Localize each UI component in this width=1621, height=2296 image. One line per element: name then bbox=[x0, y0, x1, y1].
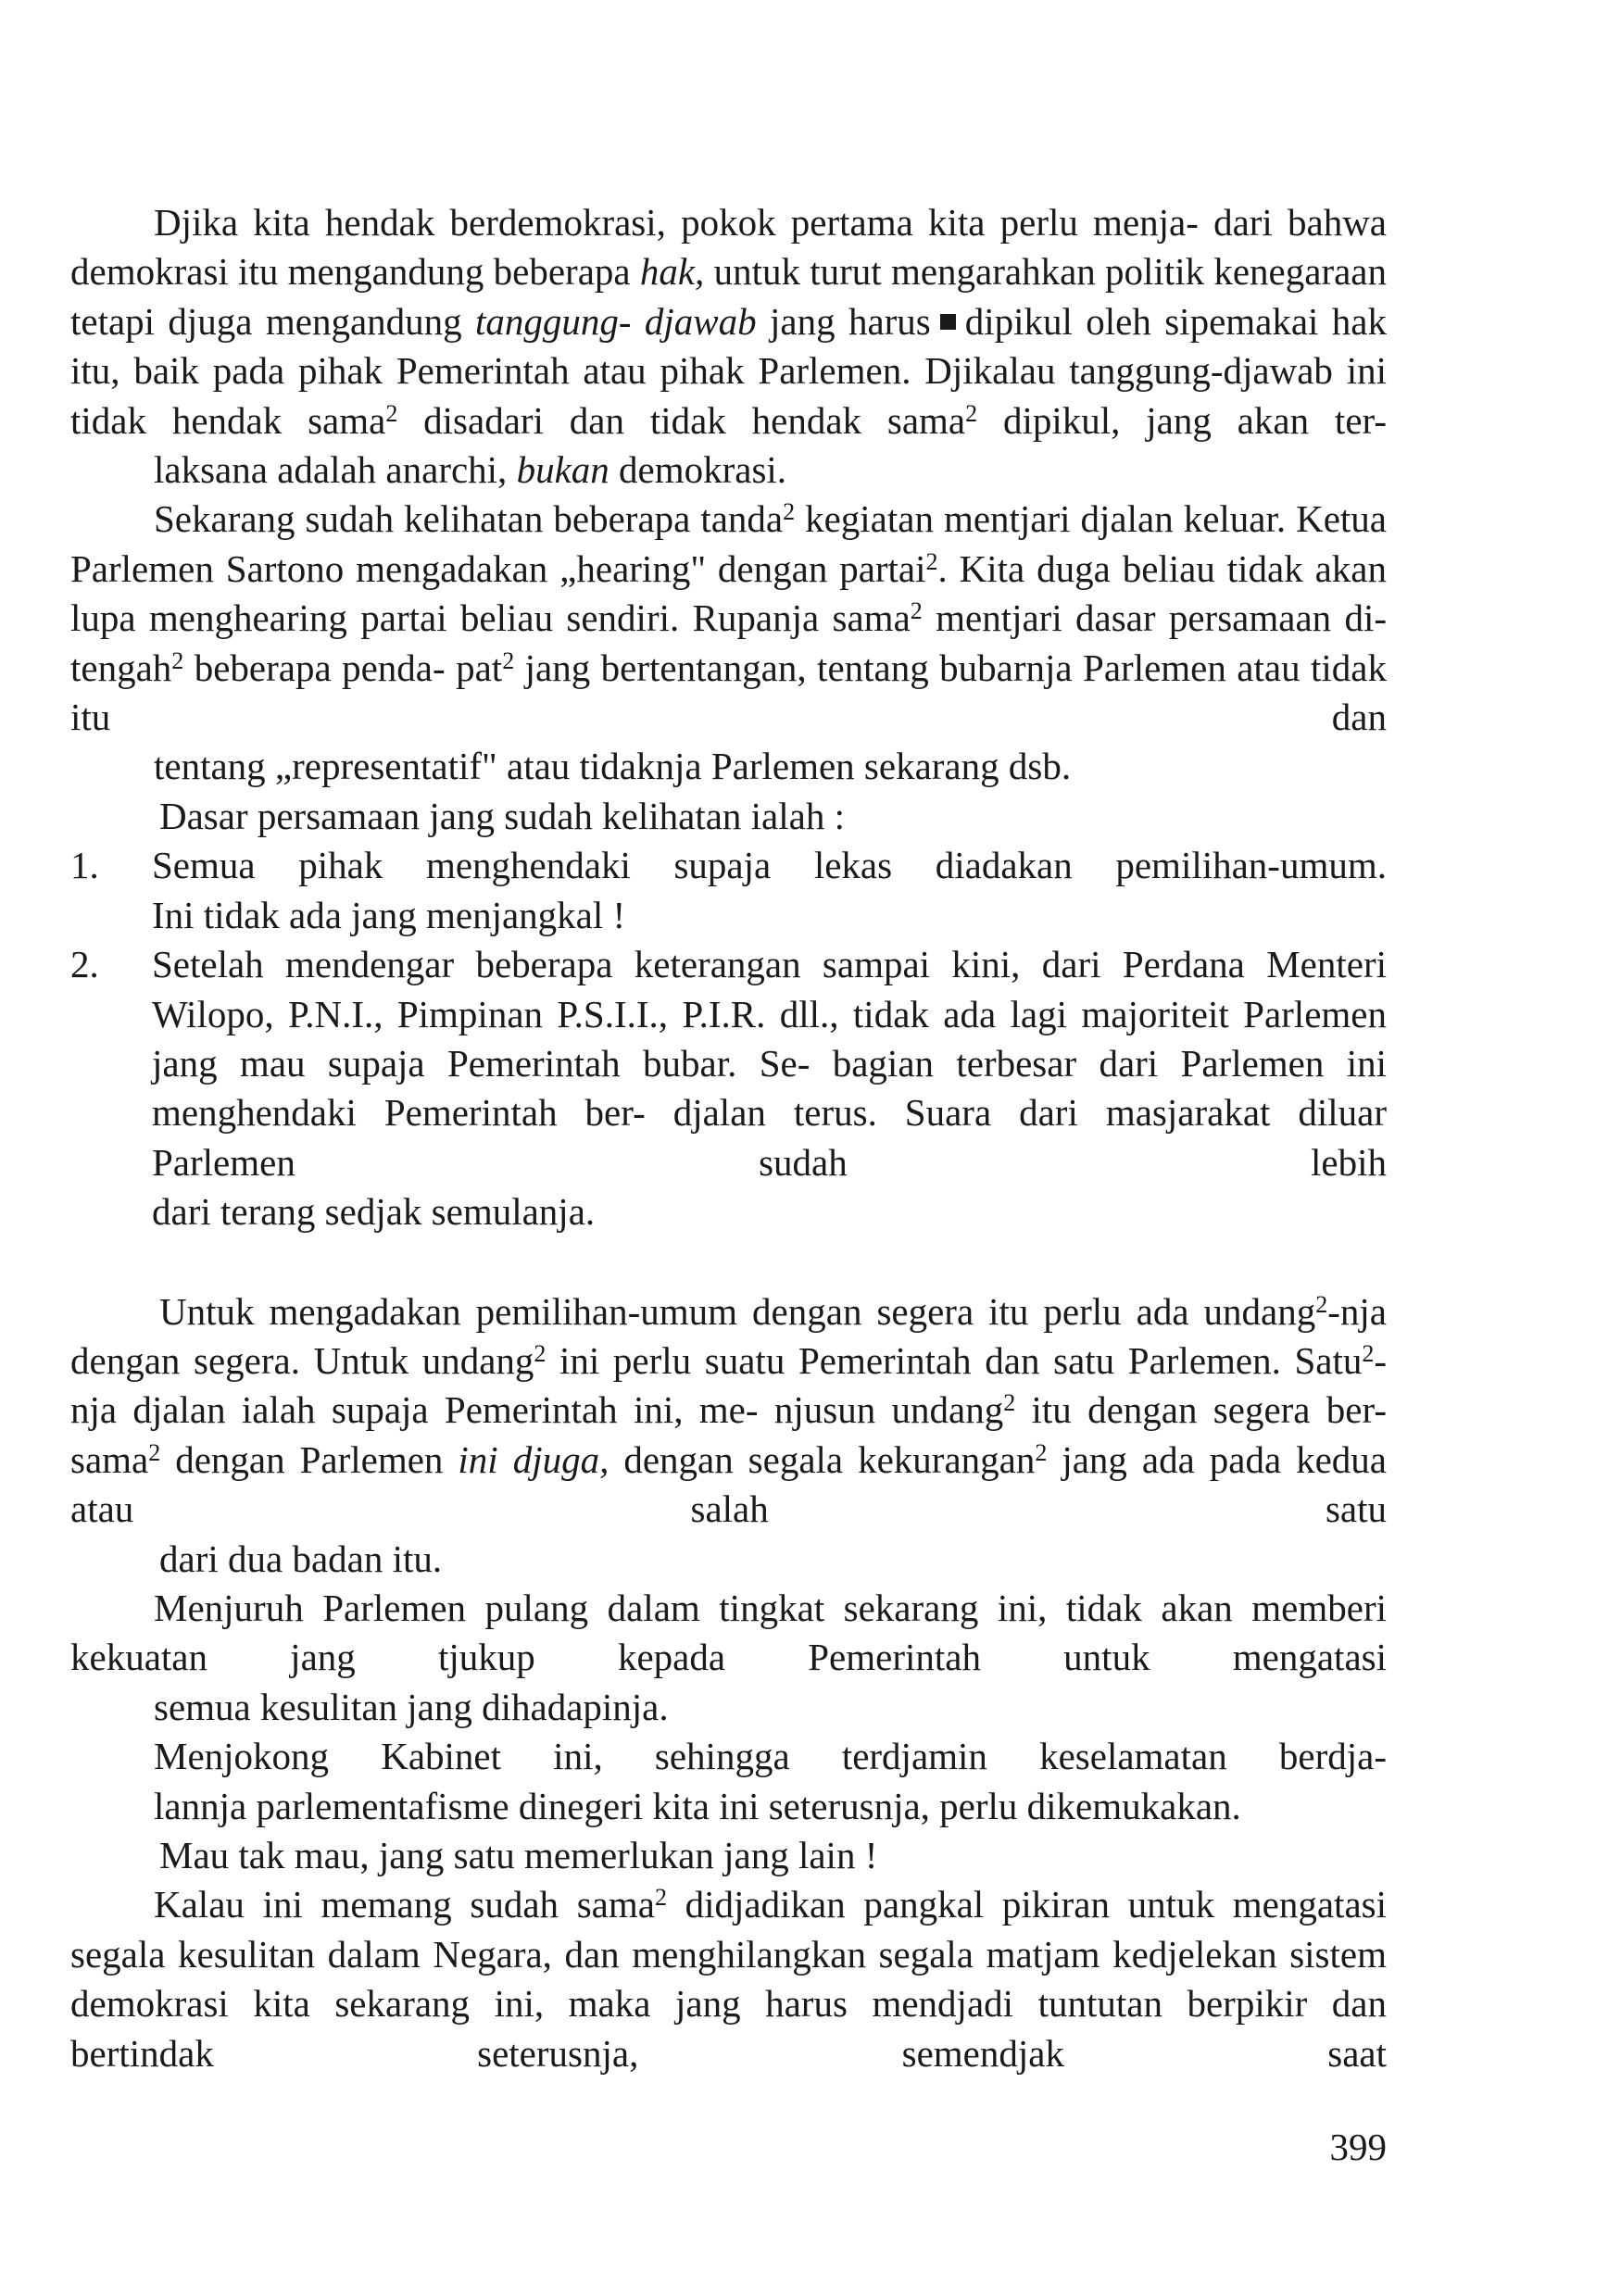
numbered-list bbox=[70, 841, 1387, 1236]
paragraph-4: Untuk mengadakan pemilihan-umum dengan segera itu perlu ada undang$^2$-nja dengan segera. Untuk undang$^2$ ini perlu suatu Pemerintah dan satu Parlemen. Satu$^2$-nja djalan ialah supaja Pemerintah ini, me- njusun undang$^2$ itu dengan segera ber-sama$^2$ dengan Parlemen ini djuga, dengan segala kekurangan$^2$ jang ada pada kedua atau salah satu dari dua badan itu. bbox=[70, 1289, 1388, 1580]
page-number: 399 bbox=[1329, 2126, 1387, 2168]
paragraph-3: Dasar persamaan jang sudah kelihatan ialah : bbox=[159, 794, 845, 837]
list-item: 1. Semua pihak menghendaki supaja lekas diadakan pemilihan-umum. Ini tidak ada jang menjangkal ! bbox=[70, 841, 1387, 940]
body-text bbox=[70, 198, 1387, 2078]
paragraph-1: Djika kita hendak berdemokrasi, pokok pertama kita perlu menja- dari bahwa demokrasi itu mengandung beberapa hak, untuk turut mengarahkan politik kenegaraan tetapi djuga mengandung tanggung- djawab jang harus dipikul oleh sipemakai hak itu, baik pada pihak Pemerintah atau pihak Parlemen. Djikalau tanggung-djawab ini tidak hendak sama$^2$ disadari dan tidak hendak sama$^2$ dipikul, jang akan ter- laksana adalah anarchi, bukan demokrasi. bbox=[70, 201, 1388, 492]
list-number: 1. bbox=[70, 844, 99, 887]
list-item: 2. Setelah mendengar beberapa keterangan sampai kini, dari Perdana Menteri Wilopo, P.N.I., Pimpinan P.S.I.I., P.I.R. dll., tidak ada lagi majoriteit Parlemen jang mau supaja Pemerintah bubar. Se- bagian terbesar dari Parlemen ini menghendaki Pemerintah ber- djalan terus. Suara dari masjarakat diluar Parlemen sudah lebih dari terang sedjak semulanja. bbox=[70, 940, 1387, 1236]
paragraph-6: Menjokong Kabinet ini, sehingga terdjamin keselamatan berdja- lannja parlementafisme dinegeri kita ini seterusnja, perlu dikemukakan. bbox=[154, 1735, 1387, 1827]
square-bullet-icon bbox=[940, 314, 956, 330]
paragraph-2: Sekarang sudah kelihatan beberapa tanda$^2$ kegiatan mentjari djalan keluar. Ketua Parlemen Sartono mengadakan „hearing" dengan partai$^2$. Kita duga beliau tidak akan lupa menghearing partai beliau sendiri. Rupanja sama$^2$ mentjari dasar persamaan di-tengah$^2$ beberapa penda- pat$^2$ jang bertentangan, tentang bubarnja Parlemen atau tidak itu dan tentang „representatif" atau tidaknja Parlemen sekarang dsb. bbox=[70, 497, 1388, 788]
list-number: 2. bbox=[70, 943, 99, 986]
paragraph-7: Mau tak mau, jang satu memerlukan jang lain ! bbox=[159, 1834, 878, 1876]
paragraph-5: Menjuruh Parlemen pulang dalam tingkat sekarang ini, tidak akan memberi kekuatan jang tjukup kepada Pemerintah untuk mengatasi semua kesulitan jang dihadapinja. bbox=[70, 1586, 1387, 1728]
paragraph-8: Kalau ini memang sudah sama$^2$ didjadikan pangkal pikiran untuk mengatasi segala kesulitan dalam Negara, dan menghilangkan segala matjam kedjelekan sistem demokrasi kita sekarang ini, maka jang harus mendjadi tuntutan berpikir dan bertindak seterusnja, semendjak saat bbox=[70, 1883, 1388, 2075]
